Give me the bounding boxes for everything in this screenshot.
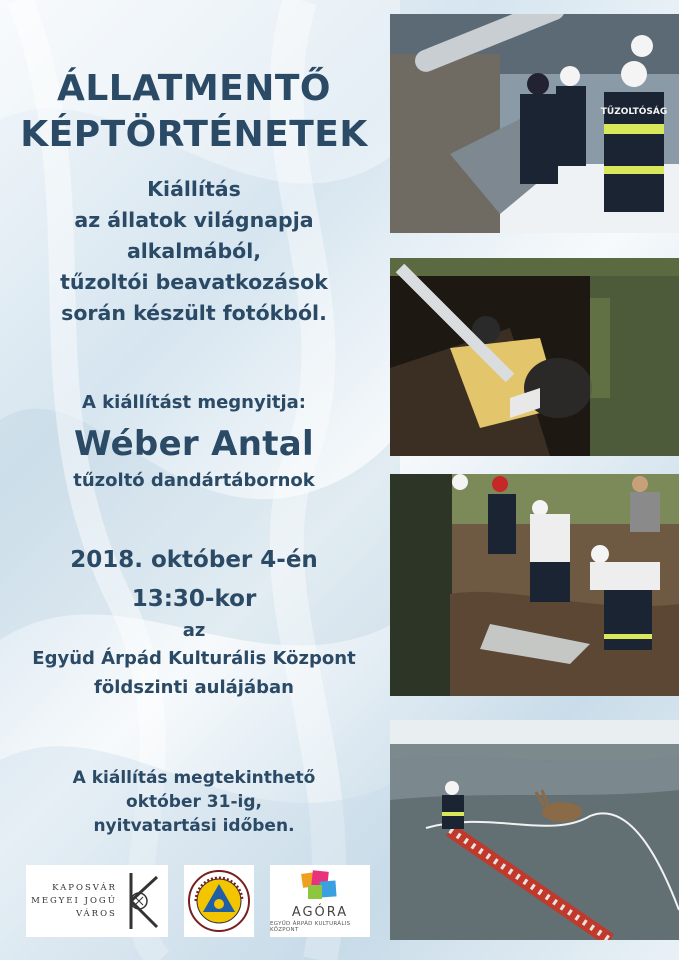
sponsor-logos <box>26 862 380 940</box>
event-preposition: az <box>182 620 206 641</box>
page-title <box>0 66 388 158</box>
closing-line-3: nyitvatartási időben. <box>93 816 295 836</box>
photo-2-illustration <box>390 258 679 456</box>
event-time: 13:30-kor <box>131 586 257 612</box>
photo-dog-rescue-bridge <box>390 14 679 233</box>
closing-line-2: október 31-ig, <box>126 792 262 812</box>
title-line-2: KÉPTÖRTÉNETEK <box>20 114 368 155</box>
civil-protection-logo <box>184 865 254 937</box>
agora-subtitle: EGYÜD ÁRPÁD KULTURÁLIS KÖZPONT <box>270 921 351 933</box>
opener-label: A kiállítást megnyitja: <box>81 392 306 413</box>
subtitle-line-3: alkalmából, <box>126 239 262 263</box>
subtitle-line-5: során készült fotókból. <box>61 301 327 325</box>
photo-deer-rescue-ice <box>390 720 679 940</box>
photo-dog-rescue-well <box>390 258 679 456</box>
kaposvar-line-3: VÁROS <box>75 908 117 919</box>
agora-mark-icon <box>300 869 340 903</box>
subtitle-line-2: az állatok világnapja <box>74 208 314 232</box>
photo-3-illustration <box>390 474 679 696</box>
subtitle-line-4: tűzoltói beavatkozások <box>60 270 328 294</box>
kaposvar-emblem-icon <box>123 871 163 931</box>
kaposvar-logo-text <box>31 882 117 921</box>
closing-line-1: A kiállítás megtekinthető <box>72 768 316 788</box>
kaposvar-line-2: MEGYEI JOGÚ <box>31 895 117 906</box>
speaker-name: Wéber Antal <box>73 424 315 464</box>
civil-protection-emblem-icon <box>186 868 252 934</box>
agora-logo <box>270 865 370 937</box>
kaposvar-line-1: KAPOSVÁR <box>52 882 117 893</box>
event-date: 2018. október 4-én <box>70 547 318 573</box>
agora-title: AGÓRA <box>291 905 349 920</box>
venue-location: földszinti aulájában <box>94 677 294 698</box>
speaker-role: tűzoltó dandártábornok <box>73 470 315 491</box>
photo-1-illustration <box>390 14 679 233</box>
title-line-1: ÁLLATMENTŐ <box>56 68 332 109</box>
viewing-info <box>0 766 388 838</box>
photo-animal-rescue-digging <box>390 474 679 696</box>
venue-name: Együd Árpád Kulturális Központ <box>32 648 356 669</box>
photo-4-illustration <box>390 720 679 940</box>
subtitle-line-1: Kiállítás <box>147 177 241 201</box>
firefighter-vest-label: TŰZOLTÓSÁG <box>600 107 668 117</box>
exhibition-description <box>0 174 388 329</box>
kaposvar-logo <box>26 865 168 937</box>
